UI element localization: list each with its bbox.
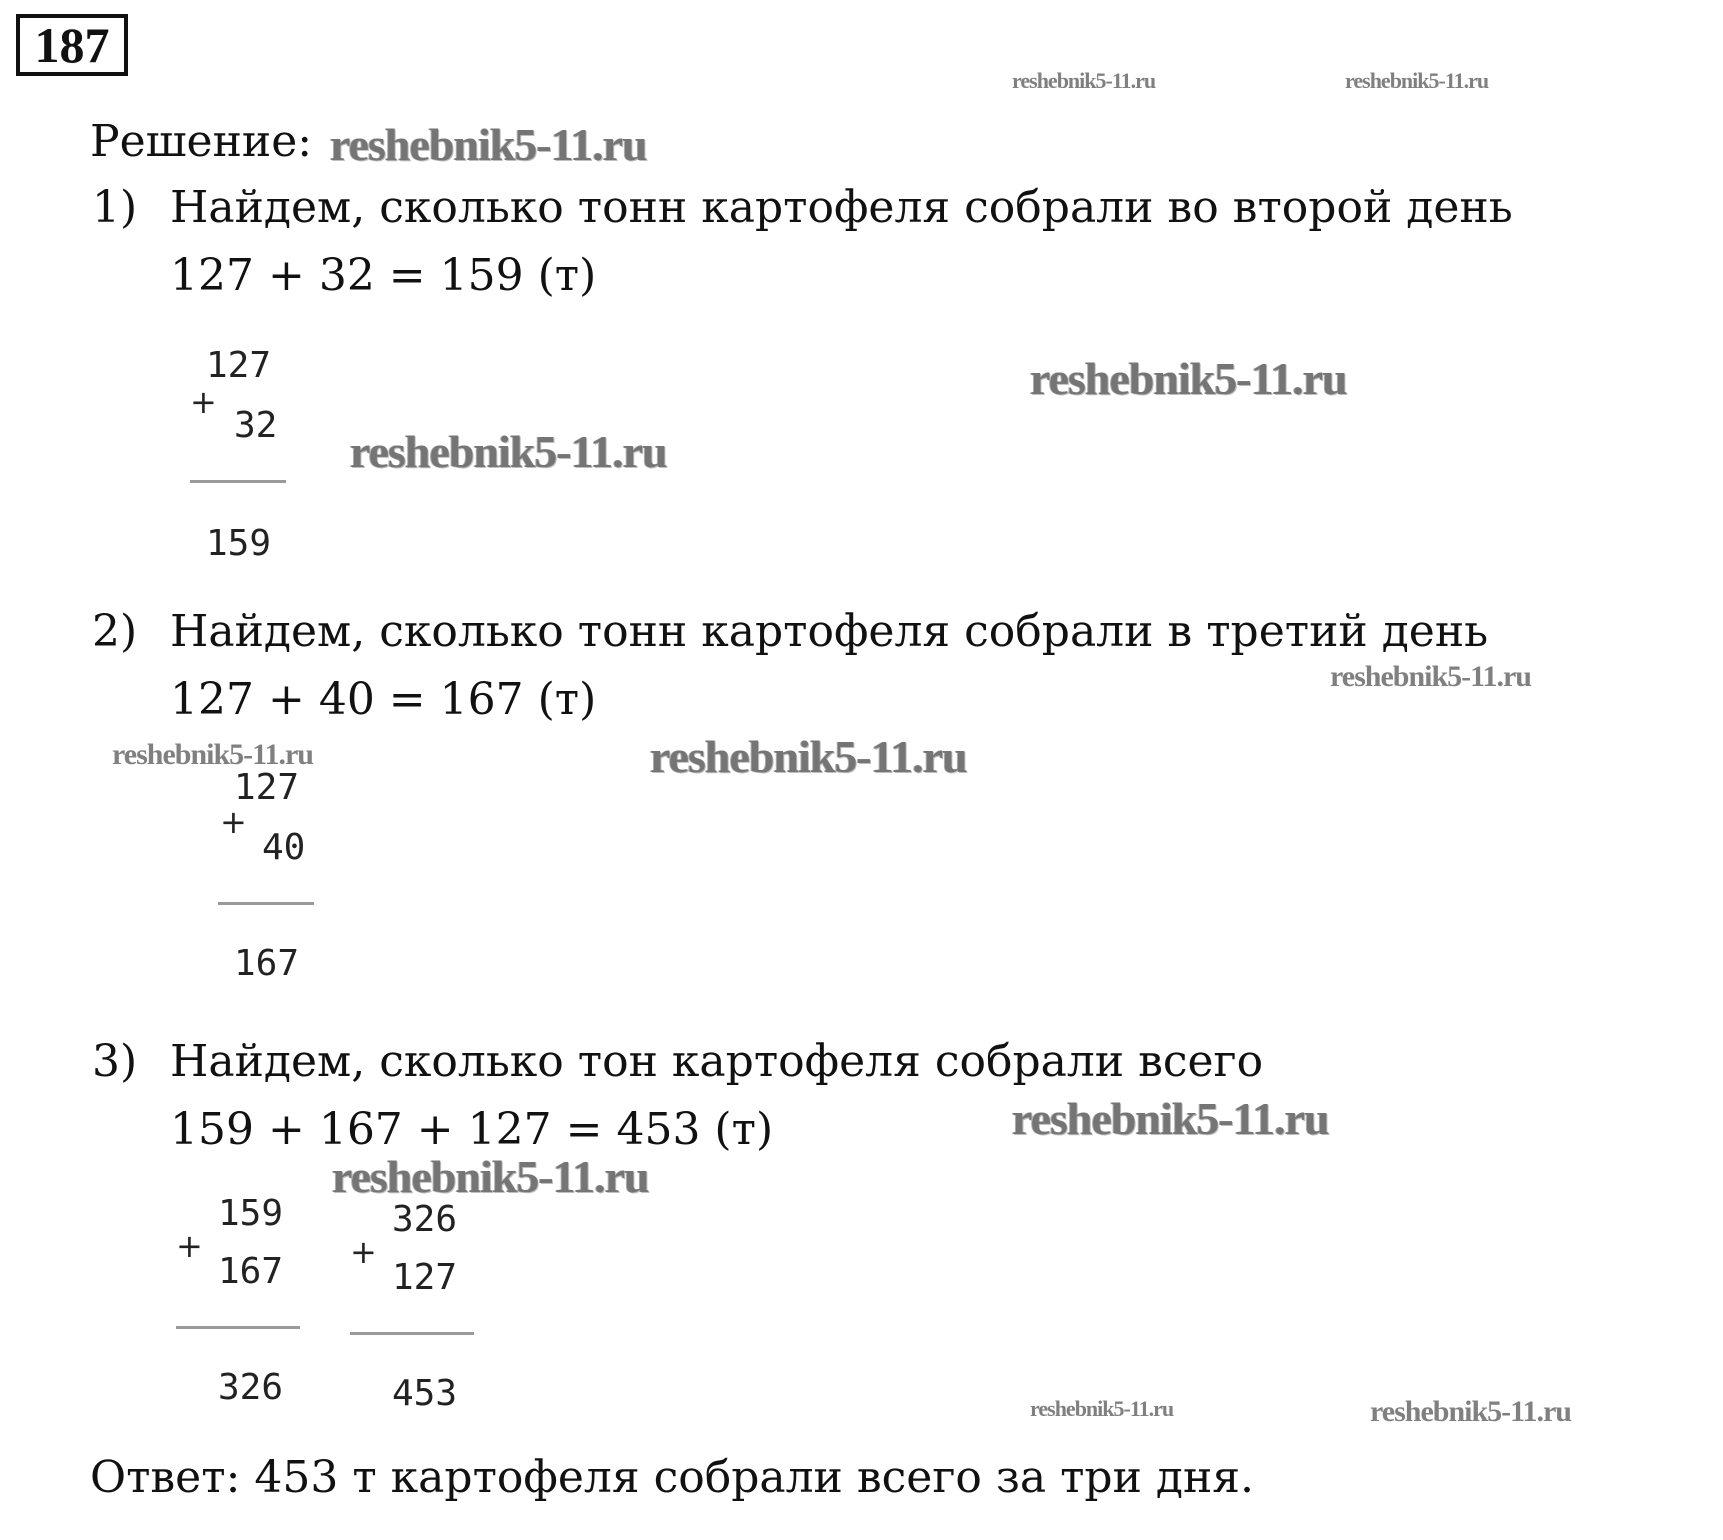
step-number: 2): [92, 606, 138, 657]
step-number: 3): [92, 1036, 138, 1087]
watermark: reshebnik5-11.ru: [112, 738, 313, 771]
step-equation: 127 + 32 = 159 (т): [170, 250, 597, 301]
solution-label: Решение:: [90, 116, 313, 167]
watermark: reshebnik5-11.ru: [1030, 1396, 1174, 1421]
step-text: Найдем, сколько тон картофеля собрали всего: [170, 1036, 1264, 1087]
step-text: Найдем, сколько тонн картофеля собрали во второй день: [170, 182, 1513, 233]
watermark: reshebnik5-11.ru: [1012, 68, 1156, 93]
column-divider: [190, 480, 286, 483]
watermark: reshebnik5-11.ru: [330, 119, 647, 170]
watermark: reshebnik5-11.ru: [1012, 1093, 1329, 1144]
step-equation: 127 + 40 = 167 (т): [170, 674, 597, 725]
plus-sign: +: [350, 1233, 377, 1271]
task-number-box: 187: [16, 14, 128, 76]
column-result: 326: [218, 1367, 284, 1408]
column-operand: 326: [392, 1199, 458, 1240]
column-operand: 127: [234, 767, 300, 808]
watermark: reshebnik5-11.ru: [1030, 353, 1347, 404]
watermark: reshebnik5-11.ru: [1370, 1395, 1571, 1428]
step-number: 1): [92, 182, 138, 233]
plus-sign: +: [190, 383, 217, 421]
column-operand: 159: [218, 1193, 284, 1234]
column-operand: 32: [234, 405, 278, 446]
column-divider: [350, 1332, 474, 1335]
watermark: reshebnik5-11.ru: [1330, 660, 1531, 693]
column-result: 159: [206, 523, 272, 564]
watermark: reshebnik5-11.ru: [650, 731, 967, 782]
column-operand: 127: [206, 345, 272, 386]
plus-sign: +: [176, 1227, 203, 1265]
column-result: 453: [392, 1373, 458, 1414]
watermark: reshebnik5-11.ru: [350, 426, 667, 477]
column-operand: 40: [262, 827, 306, 868]
plus-sign: +: [220, 803, 247, 841]
column-result: 167: [234, 943, 300, 984]
watermark: reshebnik5-11.ru: [1345, 68, 1489, 93]
watermark: reshebnik5-11.ru: [332, 1151, 649, 1202]
column-divider: [176, 1326, 300, 1329]
column-operand: 127: [392, 1257, 458, 1298]
answer-text: Ответ: 453 т картофеля собрали всего за три дня.: [90, 1452, 1255, 1503]
step-text: Найдем, сколько тонн картофеля собрали в третий день: [170, 606, 1489, 657]
column-divider: [218, 902, 314, 905]
column-operand: 167: [218, 1251, 284, 1292]
step-equation: 159 + 167 + 127 = 453 (т): [170, 1104, 774, 1155]
